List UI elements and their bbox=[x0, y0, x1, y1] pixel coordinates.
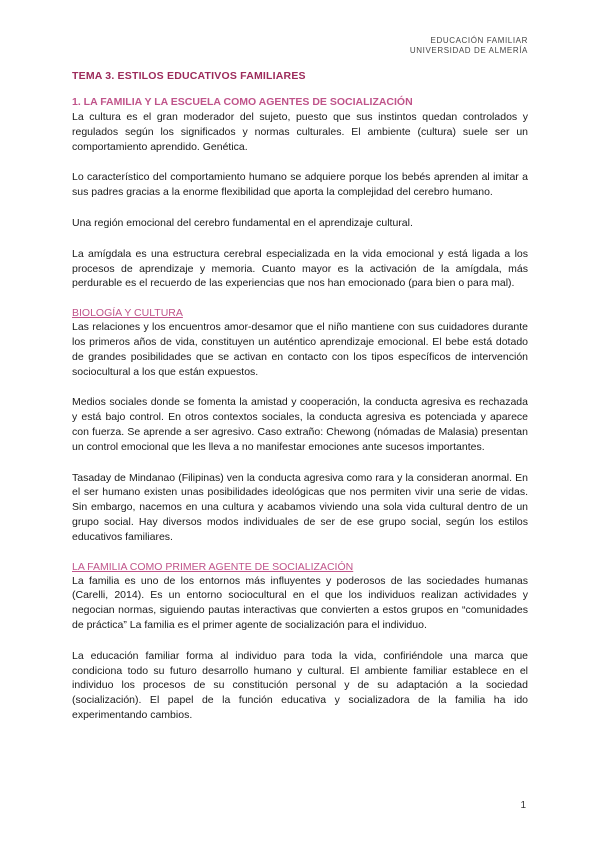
page-header bbox=[410, 36, 528, 56]
paragraph: La educación familiar forma al individuo para toda la vida, confiriéndole una marca que condiciona todo su futuro desarrollo humano y cultural. El ambiente familiar establece en el individuo los procesos de su constitución personal y de su adaptación a la sociedad (socialización). El papel de la función educativa y socializadora de la familia ha ido experimentando cambios. bbox=[72, 649, 528, 721]
header-course: EDUCACIÓN FAMILIAR bbox=[430, 36, 528, 45]
page-number: 1 bbox=[520, 800, 526, 811]
section-heading-1: 1. LA FAMILIA Y LA ESCUELA COMO AGENTES DE SOCIALIZACIÓN bbox=[72, 96, 413, 108]
subsection-heading-biologia: BIOLOGÍA Y CULTURA bbox=[72, 307, 183, 320]
document-title: TEMA 3. ESTILOS EDUCATIVOS FAMILIARES bbox=[72, 70, 306, 82]
header-university: UNIVERSIDAD DE ALMERÍA bbox=[409, 46, 528, 55]
paragraph: La cultura es el gran moderador del sujeto, puesto que sus instintos quedan controlados y regulados según los significados y normas culturales. El ambiente (cultura) suele ser un comportamiento aprendido. Genética. bbox=[72, 111, 528, 153]
paragraph: Lo característico del comportamiento humano se adquiere porque los bebés aprenden al imitar a sus padres gracias a la enorme flexibilidad que aporta la complejidad del cerebro humano. bbox=[72, 171, 528, 199]
paragraph: Medios sociales donde se fomenta la amistad y cooperación, la conducta agresiva es rechazada y está bajo control. En otros contextos sociales, la conducta agresiva es potenciada y aparece con fuerza. Se aprende a ser agresivo. Caso extraño: Chewong (nómadas de Malasia) presentan un control emocional que les lleva a no manifestar emociones ante sucesos importantes. bbox=[72, 396, 528, 453]
document-body bbox=[72, 70, 528, 723]
paragraph: Tasaday de Mindanao (Filipinas) ven la conducta agresiva como rara y la consideran anormal. En el ser humano existen unas posibilidades ideológicas que nos permiten vivir una serie de vidas. Sin embargo, nacemos en una cultura y acabamos viviendo una sola vida cultural dentro de un grupo social. Hay diversos modos individuales de ser de ese grupo social, según los estilos educativos familiares. bbox=[72, 471, 528, 543]
subsection-heading-familia: LA FAMILIA COMO PRIMER AGENTE DE SOCIALIZACIÓN bbox=[72, 560, 354, 573]
paragraph: La amígdala es una estructura cerebral especializada en la vida emocional y está ligada a los procesos de aprendizaje y memoria. Cuanto mayor es la activación de la amígdala, más perdurable es el recuerdo de las experiencias que nos han emocionado (para bien o para mal). bbox=[72, 247, 528, 290]
paragraph: Las relaciones y los encuentros amor-desamor que el niño mantiene con sus cuidadores durante los primeros años de vida, constituyen un auténtico aprendizaje emocional. El bebe está dotado de grandes posibilidades que se activan en contacto con los tipos específicos de intervención sociocultural a los que están expuestos. bbox=[72, 321, 528, 378]
paragraph: La familia es uno de los entornos más influyentes y poderosos de las sociedades humanas (Carelli, 2014). Es un entorno sociocultural en el que los individuos realizan actividades y negocian normas, siguiendo pautas interactivas que convierten a estos grupos en “comunidades de práctica” La familia es el primer agente de socialización para el individuo. bbox=[72, 574, 528, 631]
paragraph: Una región emocional del cerebro fundamental en el aprendizaje cultural. bbox=[72, 216, 413, 229]
